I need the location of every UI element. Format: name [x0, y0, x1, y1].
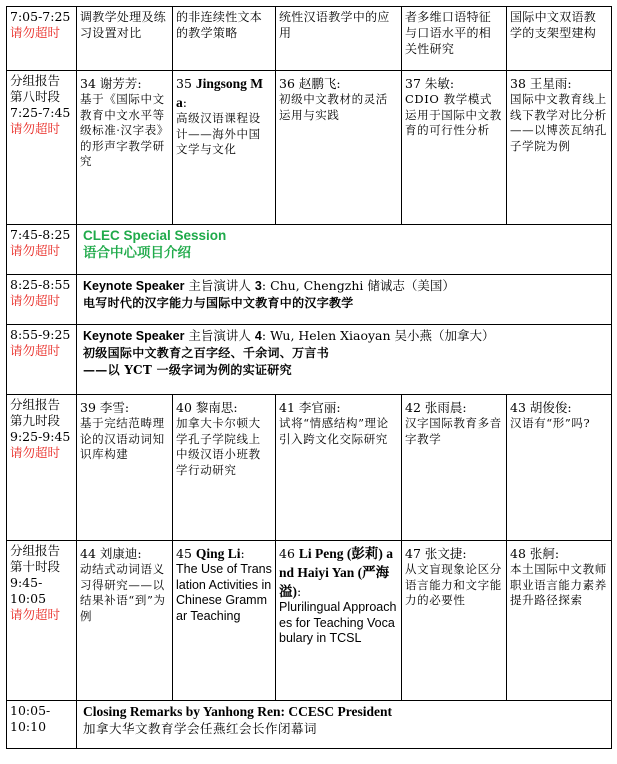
talk-title: 本土国际中文教师职业语言能力素养提升路径探索	[510, 562, 607, 607]
talk-number: 37	[405, 76, 421, 91]
talk-cell: 38 王星雨: 国际中文教育线上线下教学对比分析——以博茨瓦纳孔子学院为例	[507, 71, 612, 225]
talk-cell: 37 朱敏: CDIO 教学模式运用于国际中文教育的可行性分析	[402, 71, 507, 225]
talk-cell: 47 张文捷: 从文盲现象论区分语言能力和文字能力的必要性	[402, 541, 507, 701]
keynote-title: 初级国际中文教育之百字经、千余词、万言书	[83, 346, 330, 360]
time-range-start: 10:05-	[10, 703, 51, 718]
time-range: 8:55-9:25	[10, 327, 71, 342]
keynote-speaker: Chu, Chengzhi 储诚志（美国）	[270, 278, 455, 293]
talk-title: 调教学处理及练习设置对比	[80, 10, 167, 40]
speaker-name: 张文捷	[424, 546, 463, 561]
talk-title: 初级中文教材的灵活运用与实践	[279, 92, 388, 122]
warning-text: 请勿超时	[10, 293, 61, 308]
talk-title: 的非连续性文本的教学策略	[176, 10, 263, 40]
speaker-name: Li Peng (彭莉) and Haiyi Yan (严海溢)	[279, 546, 394, 599]
keynote-label-cn: 主旨演讲人	[188, 328, 251, 343]
keynote-subtitle: ——以 YCT 一级字词为例的实证研究	[83, 363, 292, 377]
speaker-name: 张舸	[529, 546, 555, 561]
session-label: 分组报告	[10, 397, 61, 412]
talk-cell: 41 李官丽: 试将“情感结构”理论引入跨文化交际研究	[276, 395, 402, 541]
talk-number: 42	[405, 400, 421, 415]
special-session-cell	[77, 225, 612, 275]
keynote-number: 4	[254, 329, 262, 343]
warning-text: 请勿超时	[10, 25, 61, 40]
talk-title: 加拿大卡尔顿大学孔子学院线上中级汉语小班教学行动研究	[176, 416, 261, 477]
talk-title: 国际中文双语教学的支架型建构	[510, 10, 597, 40]
table-row	[7, 275, 612, 325]
time-cell	[7, 325, 77, 395]
table-row	[7, 325, 612, 395]
session-label: 分组报告	[10, 73, 61, 88]
schedule-page	[6, 6, 611, 749]
keynote-cell: Keynote Speaker 主旨演讲人 3: Chu, Chengzhi 储诚志（美国） 电写时代的汉字能力与国际中文教育中的汉字教学	[77, 275, 612, 325]
session-label: 分组报告	[10, 543, 61, 558]
talk-cell: 35 Jingsong Ma: 高级汉语课程设计——海外中国文学与文化	[173, 71, 276, 225]
warning-text: 请勿超时	[10, 343, 61, 358]
talk-title: Plurilingual Approaches for Teaching Vocabulary in TCSL	[279, 600, 397, 645]
speaker-name: 李官丽	[298, 400, 337, 415]
table-row	[7, 71, 612, 225]
talk-title: 者多维口语特征与口语水平的相关性研究	[405, 10, 492, 56]
time-range: 7:45-8:25	[10, 227, 71, 242]
talk-cell: 34 谢芳芳: 基于《国际中文教育中文水平等级标准·汉字表》的形声字教学研究	[77, 71, 173, 225]
speaker-name: 李雪	[99, 400, 125, 415]
talk-cell: 36 赵鹏飞: 初级中文教材的灵活运用与实践	[276, 71, 402, 225]
time-range: 8:25-8:55	[10, 277, 71, 292]
speaker-name: 张雨晨	[424, 400, 463, 415]
warning-text: 请勿超时	[10, 243, 61, 258]
talk-cell: 48 张舸: 本土国际中文教师职业语言能力素养提升路径探索	[507, 541, 612, 701]
speaker-name: 黎南思	[195, 400, 234, 415]
talk-number: 44	[80, 546, 96, 561]
talk-title: 汉字国际教育多音字教学	[405, 416, 502, 446]
speaker-name: 王星雨	[529, 76, 568, 91]
talk-title: 动结式动词语义习得研究——以结果补语“到”为例	[80, 562, 166, 623]
closing-title: Closing Remarks by Yanhong Ren: CCESC President	[83, 704, 393, 719]
talk-title: CDIO 教学模式运用于国际中文教育的可行性分析	[405, 92, 502, 137]
time-cell	[7, 541, 77, 701]
talk-number: 34	[80, 76, 96, 91]
talk-title: 高级汉语课程设计——海外中国文学与文化	[176, 111, 261, 156]
talk-cell: 40 黎南思: 加拿大卡尔顿大学孔子学院线上中级汉语小班教学行动研究	[173, 395, 276, 541]
warning-text: 请勿超时	[10, 607, 61, 622]
time-range-end: 10:10	[10, 719, 47, 734]
talk-number: 39	[80, 400, 96, 415]
period-label: 第十时段	[10, 559, 61, 574]
period-label: 第八时段	[10, 89, 61, 104]
talk-title: The Use of Translation Activities in Chinese Grammar Teaching	[176, 562, 272, 623]
talk-number: 36	[279, 76, 295, 91]
talk-title: 基于《国际中文教育中文水平等级标准·汉字表》的形声字教学研究	[80, 92, 169, 168]
talk-title: 统性汉语教学中的应用	[279, 10, 390, 40]
keynote-label: Keynote Speaker	[83, 329, 185, 343]
talk-number: 48	[510, 546, 526, 561]
period-label: 第九时段	[10, 413, 61, 428]
speaker-name: 胡俊俊	[529, 400, 568, 415]
speaker-name: 刘康迪	[99, 546, 138, 561]
schedule-table	[6, 6, 612, 749]
talk-title: 基于完结范畴理论的汉语动词知识库构建	[80, 416, 165, 461]
talk-number: 43	[510, 400, 526, 415]
time-cell	[7, 275, 77, 325]
talk-number: 38	[510, 76, 526, 91]
talk-cell	[402, 7, 507, 71]
talk-title: 试将“情感结构”理论引入跨文化交际研究	[279, 416, 389, 446]
speaker-name: Jingsong Ma	[176, 76, 264, 110]
time-cell	[7, 701, 77, 749]
talk-cell	[507, 7, 612, 71]
table-row	[7, 225, 612, 275]
time-range: 7:05-7:25	[10, 9, 71, 24]
talk-cell: 44 刘康迪: 动结式动词语义习得研究——以结果补语“到”为例	[77, 541, 173, 701]
table-row	[7, 701, 612, 749]
talk-number: 45	[176, 546, 192, 561]
talk-cell	[276, 7, 402, 71]
warning-text: 请勿超时	[10, 121, 61, 136]
talk-number: 46	[279, 546, 295, 561]
speaker-name: Qing Li	[195, 546, 241, 561]
talk-number: 35	[176, 76, 192, 91]
warning-text: 请勿超时	[10, 445, 61, 460]
talk-title: 从文盲现象论区分语言能力和文字能力的必要性	[405, 562, 502, 607]
talk-number: 40	[176, 400, 192, 415]
speaker-name: 赵鹏飞	[298, 76, 337, 91]
table-row	[7, 395, 612, 541]
closing-subtitle: 加拿大华文教育学会任燕红会长作闭幕词	[83, 721, 318, 736]
talk-cell: 45 Qing Li: The Use of Translation Activities in Chinese Grammar Teaching	[173, 541, 276, 701]
talk-cell: 43 胡俊俊: 汉语有“形”吗?	[507, 395, 612, 541]
time-range: 7:25-7:45	[10, 105, 71, 120]
closing-cell	[77, 701, 612, 749]
speaker-name: 朱敏	[424, 76, 450, 91]
time-range-end: 10:05	[10, 591, 47, 606]
talk-cell	[173, 7, 276, 71]
time-cell	[7, 71, 77, 225]
time-cell	[7, 225, 77, 275]
talk-number: 41	[279, 400, 295, 415]
table-row	[7, 541, 612, 701]
special-session-title: CLEC Special Session	[83, 228, 227, 243]
keynote-title: 电写时代的汉字能力与国际中文教育中的汉字教学	[83, 296, 354, 310]
time-cell	[7, 7, 77, 71]
table-row	[7, 7, 612, 71]
time-range: 9:25-9:45	[10, 429, 71, 444]
keynote-label-cn: 主旨演讲人	[188, 278, 251, 293]
talk-title: 国际中文教育线上线下教学对比分析——以博茨瓦纳孔子学院为例	[510, 92, 607, 153]
time-range-start: 9:45-	[10, 575, 43, 590]
keynote-speaker: Wu, Helen Xiaoyan 吴小燕（加拿大）	[270, 328, 495, 343]
keynote-label: Keynote Speaker	[83, 279, 185, 293]
speaker-name: 谢芳芳	[99, 76, 138, 91]
time-cell	[7, 395, 77, 541]
talk-title: 汉语有“形”吗?	[510, 416, 591, 430]
talk-cell: 39 李雪: 基于完结范畴理论的汉语动词知识库构建	[77, 395, 173, 541]
talk-cell: 42 张雨晨: 汉字国际教育多音字教学	[402, 395, 507, 541]
talk-number: 47	[405, 546, 421, 561]
talk-cell	[77, 7, 173, 71]
special-session-subtitle: 语合中心项目介绍	[83, 245, 191, 260]
keynote-number: 3	[254, 279, 262, 293]
keynote-cell: Keynote Speaker 主旨演讲人 4: Wu, Helen Xiaoyan 吴小燕（加拿大） 初级国际中文教育之百字经、千余词、万言书 ——以 YCT 一级字词为例的实证研究	[77, 325, 612, 395]
talk-cell: 46 Li Peng (彭莉) and Haiyi Yan (严海溢): Plurilingual Approaches for Teaching Vocabulary in TCSL	[276, 541, 402, 701]
